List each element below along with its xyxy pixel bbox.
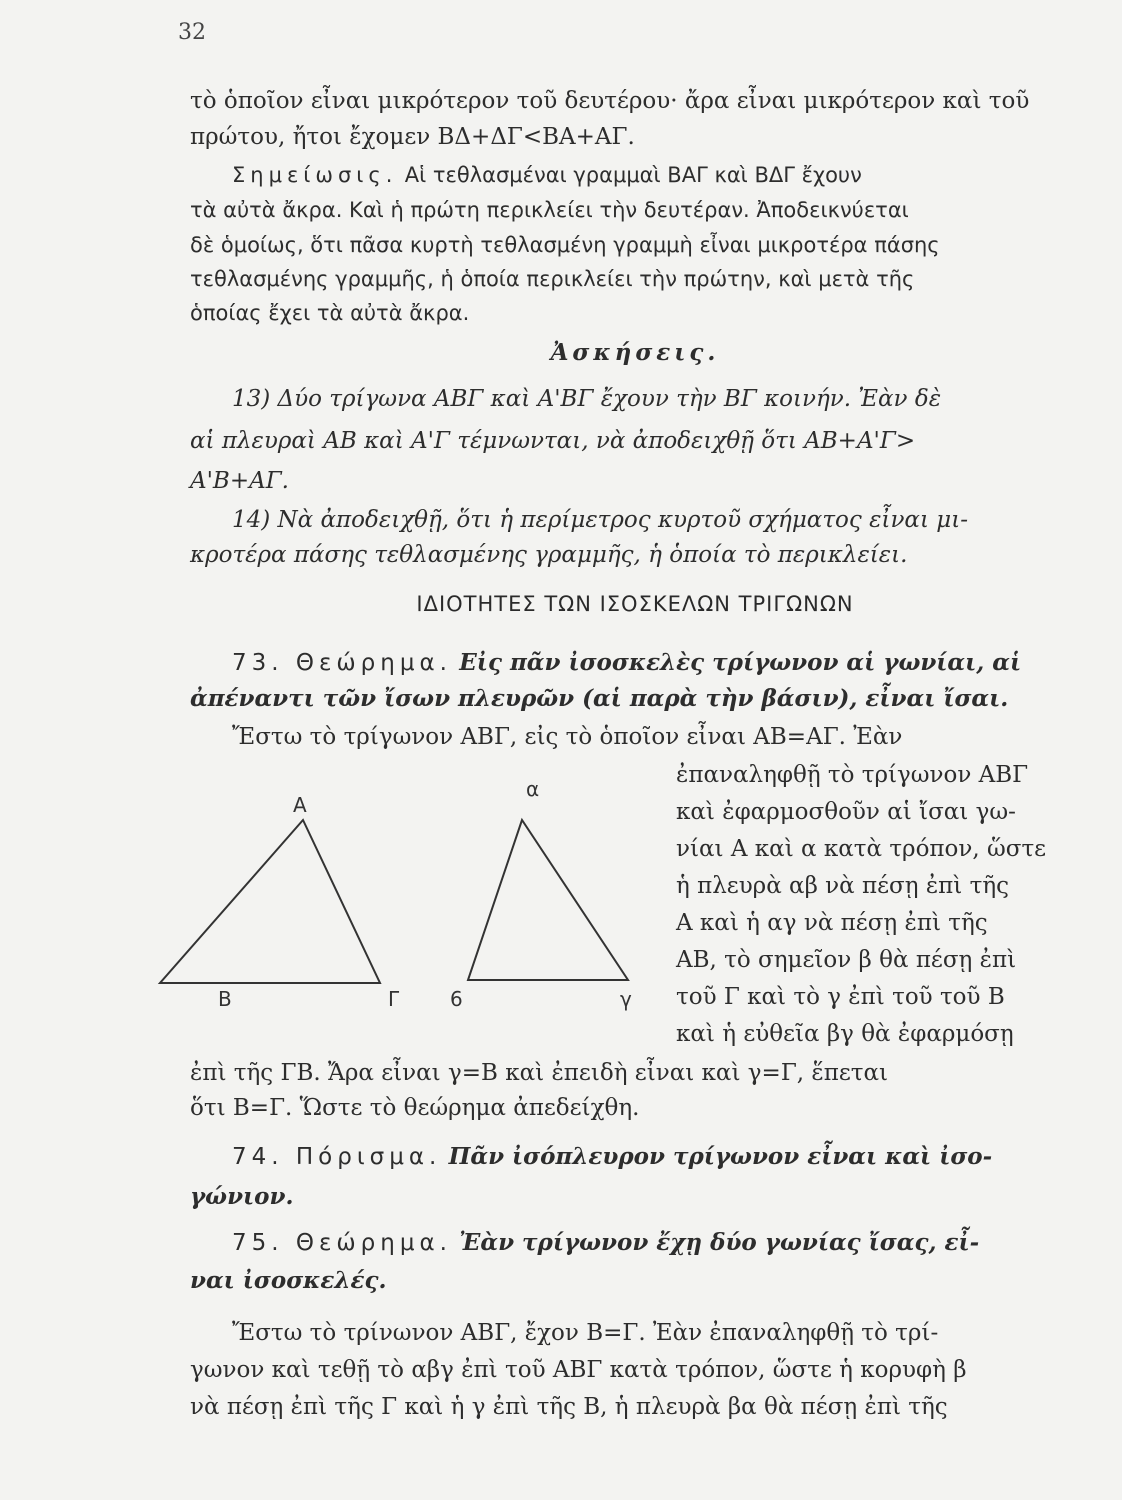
- theorem-75-label: 75. Θεώρημα.: [232, 1230, 452, 1256]
- corollary-74-heading: [232, 1142, 1080, 1172]
- remark-line: τεθλασμένης γραμμῆς, ἡ ὁποία περικλείει τὴν πρώτην, καὶ μετὰ τῆς: [190, 267, 915, 291]
- corollary-74-statement-cont: γώνιον.: [190, 1183, 294, 1210]
- theorem-75-statement: Ἐὰν τρίγωνον ἔχῃ δύο γωνίας ἴσας, εἶ-: [459, 1229, 980, 1256]
- proof-line: νὰ πέσῃ ἐπὶ τῆς Γ καὶ ἡ γ ἐπὶ τῆς Β, ἡ πλευρὰ βα θὰ πέσῃ ἐπὶ τῆς: [190, 1394, 948, 1420]
- exercise-line: 13) Δύο τρίγωνα ΑΒΓ καὶ Α'ΒΓ ἔχουν τὴν ΒΓ κοινήν. Ἐὰν δὲ: [232, 386, 942, 412]
- proof-line: ὅτι Β=Γ. Ὥστε τὸ θεώρημα ἀπεδείχθη.: [190, 1095, 640, 1121]
- proof-line: καὶ ἐφαρμοσθοῦν αἱ ἴσαι γω-: [676, 799, 1016, 825]
- exercise-line: Α'Β+ΑΓ.: [190, 468, 289, 494]
- proof-line: ἡ πλευρὰ αβ νὰ πέσῃ ἐπὶ τῆς: [676, 873, 1010, 899]
- theorem-73-label: 73. Θεώρημα.: [232, 650, 452, 676]
- proof-line: ΑΒ, τὸ σημεῖον β θὰ πέσῃ ἐπὶ: [676, 947, 1017, 973]
- exercise-line: 14) Νὰ ἀποδειχθῇ, ὅτι ἡ περίμετρος κυρτοῦ σχήματος εἶναι μι-: [232, 507, 969, 533]
- proof-line: ἐπαναληφθῇ τὸ τρίγωνον ΑΒΓ: [676, 762, 1029, 788]
- label-a: α: [526, 777, 540, 801]
- theorem-73-heading: [232, 648, 1080, 678]
- section-title: ΙΔΙΟΤΗΤΕΣ ΤΩΝ ΙΣΟΣΚΕΛΩΝ ΤΡΙΓΩΝΩΝ: [416, 592, 854, 616]
- remark-label: Σημείωσις.: [232, 163, 398, 187]
- text-line: τὸ ὁποῖον εἶναι μικρότερον τοῦ δευτέρου· ἄρα εἶναι μικρότερον καὶ τοῦ: [190, 88, 1030, 114]
- proof-line: νίαι Α καὶ α κατὰ τρόπον, ὥστε: [676, 836, 1047, 862]
- proof-line: Ἔστω τὸ τρίνωνον ΑΒΓ, ἔχον Β=Γ. Ἐὰν ἐπαναληφθῇ τὸ τρί-: [232, 1320, 939, 1346]
- label-g: γ: [620, 987, 632, 1011]
- exercises-title: Ἀσκήσεις.: [550, 339, 720, 366]
- label-B: Β: [218, 987, 232, 1011]
- theorem-73-statement: Εἰς πᾶν ἰσοσκελὲς τρίγωνον αἱ γωνίαι, αἱ: [459, 649, 1022, 676]
- label-A: Α: [293, 793, 307, 817]
- corollary-74-label: 74. Πόρισμα.: [232, 1144, 442, 1170]
- exercise-line: κροτέρα πάσης τεθλασμένης γραμμῆς, ἡ ὁποία τὸ περικλείει.: [190, 542, 908, 568]
- remark-line: τὰ αὐτὰ ἄκρα. Καὶ ἡ πρώτη περικλείει τὴν δευτέραν. Ἀποδεικνύεται: [190, 198, 909, 222]
- remark-text: Αἱ τεθλασμέναι γραμμαὶ ΒΑΓ καὶ ΒΔΓ ἔχουν: [404, 163, 862, 187]
- proof-line: Α καὶ ἡ αγ νὰ πέσῃ ἐπὶ τῆς: [676, 910, 988, 936]
- text-line: πρώτου, ἤτοι ἔχομεν ΒΔ+ΔΓ<ΒΑ+ΑΓ.: [190, 124, 635, 150]
- theorem-73-statement-cont: ἀπέναντι τῶν ἴσων πλευρῶν (αἱ παρὰ τὴν βάσιν), εἶναι ἴσαι.: [190, 685, 1009, 712]
- remark-line: δὲ ὁμοίως, ὅτι πᾶσα κυρτὴ τεθλασμένη γραμμὴ εἶναι μικροτέρα πάσης: [190, 233, 940, 257]
- theorem-75-heading: [232, 1228, 1080, 1258]
- theorem-75-statement-cont: ναι ἰσοσκελές.: [190, 1267, 387, 1294]
- triangle-abg: [468, 820, 628, 980]
- proof-line: ἐπὶ τῆς ΓΒ. Ἄρα εἶναι γ=Β καὶ ἐπειδὴ εἶναι καὶ γ=Γ, ἕπεται: [190, 1060, 889, 1086]
- proof-line: καὶ ἡ εὐθεῖα βγ θὰ ἐφαρμόσῃ: [676, 1021, 1014, 1047]
- triangle-ABG: [160, 820, 380, 983]
- label-b: 6: [450, 987, 463, 1011]
- exercise-line: αἱ πλευραὶ ΑΒ καὶ Α'Γ τέμνωνται, νὰ ἀποδειχθῇ ὅτι ΑΒ+Α'Γ>: [190, 428, 916, 454]
- remark-first-line: [232, 160, 1080, 190]
- page-number: 32: [178, 20, 206, 45]
- triangles-figure: [130, 770, 660, 1030]
- proof-line: γωνον καὶ τεθῇ τὸ αβγ ἐπὶ τοῦ ΑΒΓ κατὰ τρόπον, ὥστε ἡ κορυφὴ β: [190, 1357, 967, 1383]
- remark-line: ὁποίας ἔχει τὰ αὐτὰ ἄκρα.: [190, 301, 470, 325]
- proof-line: Ἔστω τὸ τρίγωνον ΑΒΓ, εἰς τὸ ὁποῖον εἶναι ΑΒ=ΑΓ. Ἐὰν: [232, 724, 903, 750]
- proof-line: τοῦ Γ καὶ τὸ γ ἐπὶ τοῦ τοῦ Β: [676, 984, 1005, 1010]
- corollary-74-statement: Πᾶν ἰσόπλευρον τρίγωνον εἶναι καὶ ἰσο-: [448, 1143, 993, 1170]
- label-G: Γ: [388, 987, 400, 1011]
